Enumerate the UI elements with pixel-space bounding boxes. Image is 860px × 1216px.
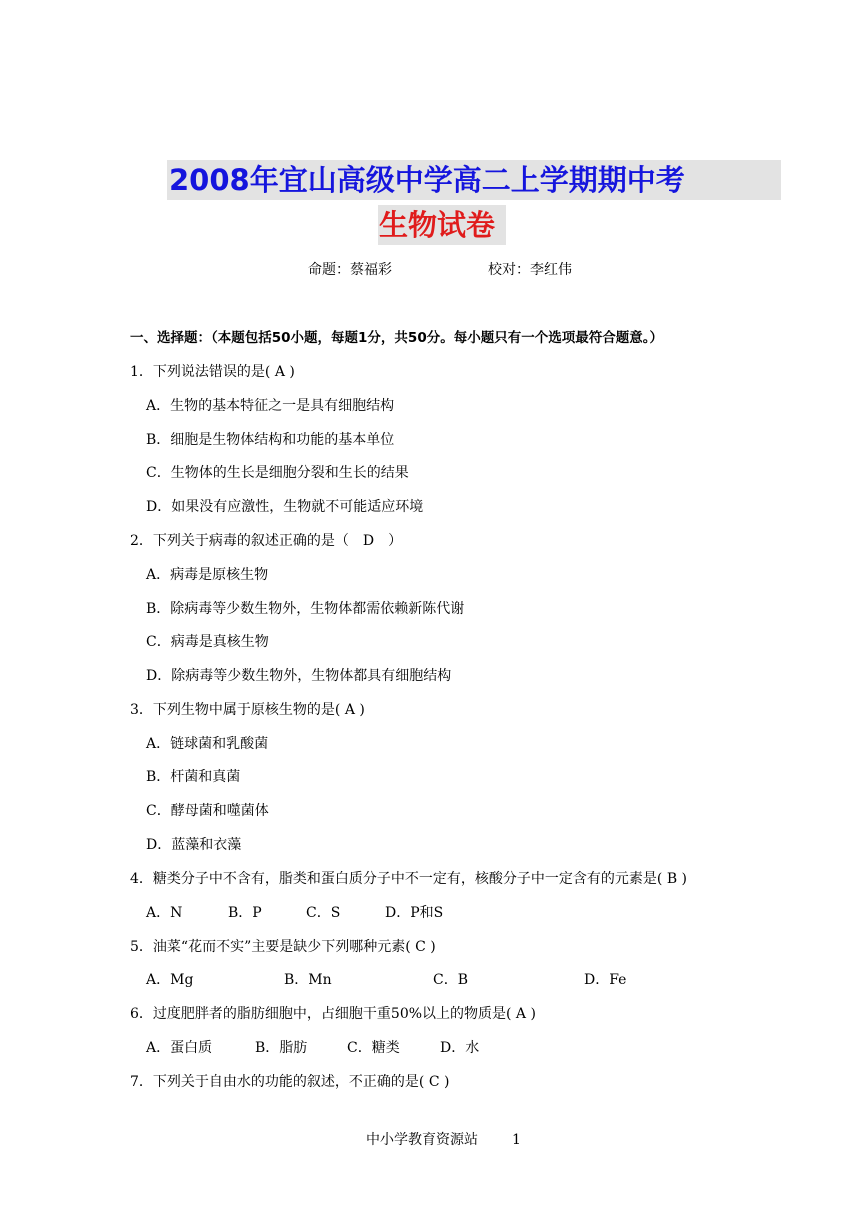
question-stem: 7．下列关于自由水的功能的叙述，不正确的是( C ) — [130, 1074, 450, 1090]
author-credit: 命题：蔡福彩 — [308, 262, 392, 278]
question-stem: 6．过度肥胖者的脂肪细胞中，占细胞干重50%以上的物质是( A ) — [130, 1006, 536, 1022]
title-line-2: 生物试卷 — [378, 205, 506, 245]
question-option: B．杆菌和真菌 — [146, 769, 241, 785]
question-option: D．Fe — [584, 972, 627, 988]
question-option: B．细胞是生物体结构和功能的基本单位 — [146, 432, 395, 448]
question-option: D．水 — [440, 1040, 480, 1056]
question-option: C．生物体的生长是细胞分裂和生长的结果 — [146, 465, 409, 481]
question-option: B．脂肪 — [255, 1040, 308, 1056]
footer-site-name: 中小学教育资源站 — [366, 1132, 478, 1148]
question-option: A．生物的基本特征之一是具有细胞结构 — [146, 398, 395, 414]
question-stem: 2．下列关于病毒的叙述正确的是（ D ） — [130, 533, 403, 549]
question-option: C．糖类 — [347, 1040, 400, 1056]
question-option: C．病毒是真核生物 — [146, 634, 269, 650]
question-option: B．除病毒等少数生物外，生物体都需依赖新陈代谢 — [146, 601, 465, 617]
question-option: C．S — [306, 905, 341, 921]
question-stem: 5．油菜“花而不实”主要是缺少下列哪种元素( C ) — [130, 939, 436, 955]
question-option: C．酵母菌和噬菌体 — [146, 803, 269, 819]
question-option: D．除病毒等少数生物外，生物体都具有细胞结构 — [146, 668, 452, 684]
question-option: D．蓝藻和衣藻 — [146, 837, 242, 853]
question-option: C．B — [433, 972, 468, 988]
page-number: 1 — [512, 1132, 521, 1148]
question-option: A．N — [146, 905, 183, 921]
question-option: A．链球菌和乳酸菌 — [146, 736, 269, 752]
question-stem: 3．下列生物中属于原核生物的是( A ) — [130, 702, 365, 718]
question-option: A．蛋白质 — [146, 1040, 213, 1056]
proofreader-credit: 校对：李红伟 — [488, 262, 572, 278]
question-option: D．P和S — [385, 905, 444, 921]
section-heading: 一、选择题：（本题包括50小题，每题1分，共50分。每小题只有一个选项最符合题意。） — [130, 330, 663, 346]
question-option: B．Mn — [284, 972, 332, 988]
title-line-1: 2008年宜山高级中学高二上学期期中考 — [167, 160, 781, 200]
question-option: A．Mg — [146, 972, 194, 988]
question-option: A．病毒是原核生物 — [146, 567, 269, 583]
question-stem: 4．糖类分子中不含有，脂类和蛋白质分子中不一定有，核酸分子中一定含有的元素是( B ) — [130, 871, 688, 887]
question-option: B．P — [228, 905, 262, 921]
question-option: D．如果没有应激性，生物就不可能适应环境 — [146, 499, 424, 515]
question-stem: 1．下列说法错误的是( A ) — [130, 364, 295, 380]
